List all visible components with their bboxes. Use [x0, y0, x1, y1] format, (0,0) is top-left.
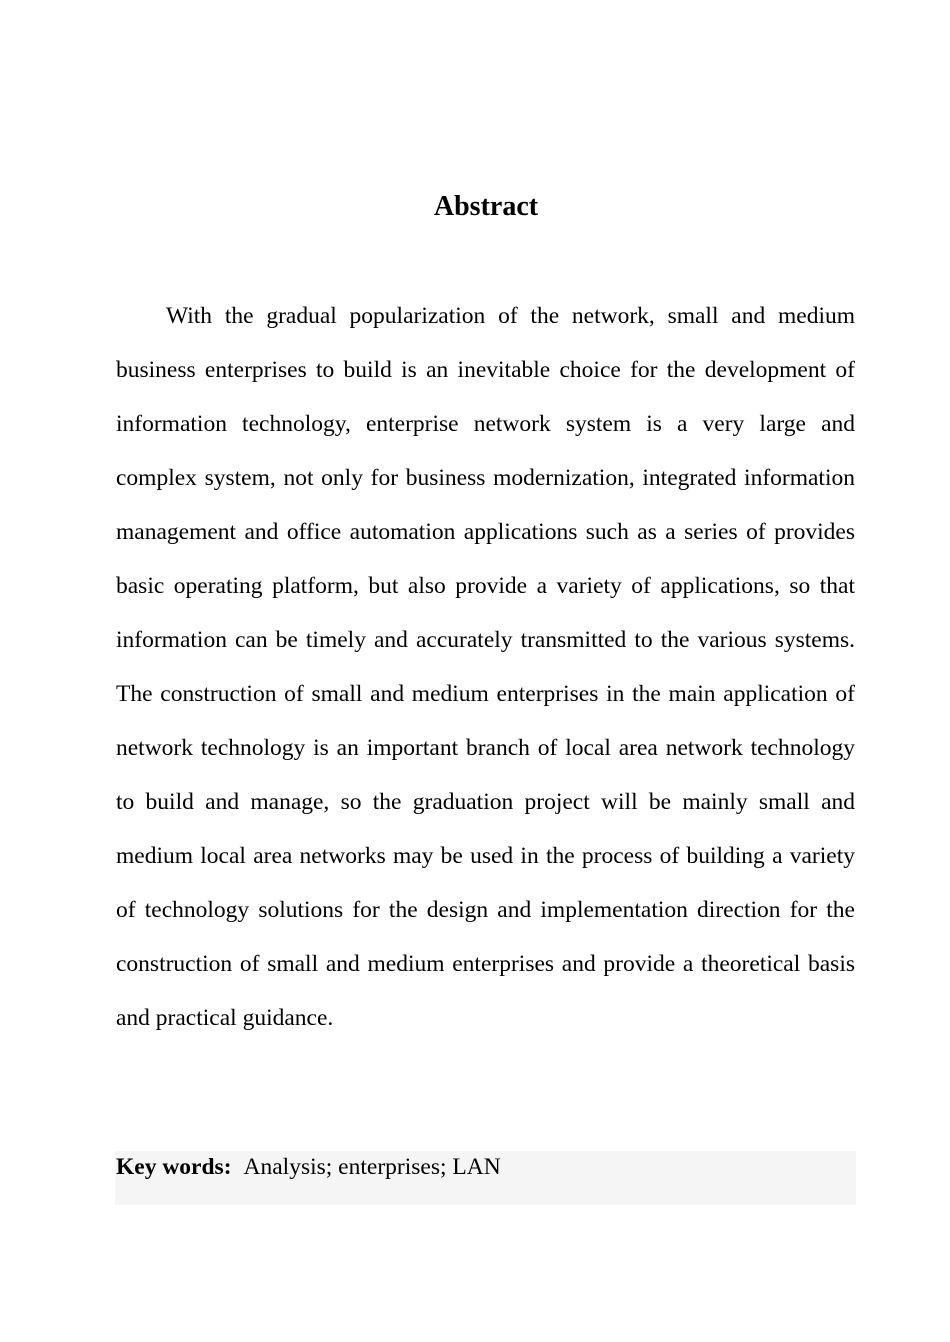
keywords-section — [115, 1151, 856, 1205]
keywords-label: Key words: — [116, 1154, 232, 1180]
abstract-title: Abstract — [433, 191, 539, 222]
abstract-body: With the gradual popularization of the network, small and medium business enterprises to build is an inevitable choice for the development of information technology, enterprise network system is a very large and complex system, not only for business modernization, integrated information management and office automation applications such as a series of provides basic operating platform, but also provide a variety of applications, so that information can be timely and accurately transmitted to the various systems. The construction of small and medium enterprises in the main application of network technology is an important branch of local area network technology to build and manage, so the graduation project will be mainly small and medium local area networks may be used in the process of building a variety of technology solutions for the design and implementation direction for the construction of small and medium enterprises and provide a theoretical basis and practical guidance. — [116, 303, 855, 1031]
keywords-value: Analysis; enterprises; LAN — [243, 1154, 501, 1180]
keywords-line — [116, 1152, 501, 1182]
